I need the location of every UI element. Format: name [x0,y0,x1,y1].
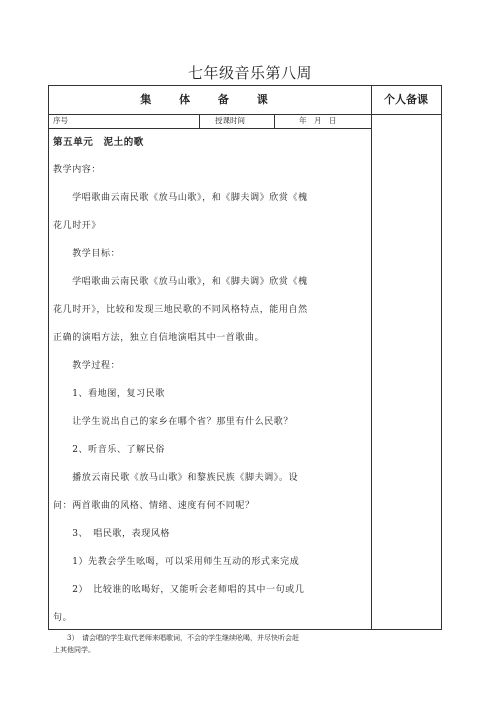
meta-row [49,114,371,129]
lesson-line: 3、 唱民歌，表现风格 [53,529,171,539]
table-header-row [49,86,441,115]
lesson-line: 句。 [53,613,73,623]
note-line: 3） 请会唱的学生取代老师来唱歌词，不会的学生继续吆喝，并尽快听会赶 [53,634,299,642]
lesson-line: 正确的演唱方法，独立自信地演唱其中一首歌曲。 [53,333,265,343]
lesson-line: 2） 比较谁的吆喝好，又能听会老师唱的其中一句或几 [53,585,305,595]
lesson-line: 教学过程： [53,361,121,371]
column-divider [371,86,372,629]
personal-prep-heading: 个人备课 [384,93,428,106]
collective-prep-heading: 集 体 备 课 [140,93,280,106]
lesson-line: 花几时开》 [53,221,102,231]
lesson-plan-table [48,85,442,654]
meta-divider [199,114,200,128]
lesson-line: 2、听音乐、了解民俗 [53,445,165,455]
lesson-line: 花几时开》，比较和发现三地民歌的不同风格特点，能用自然 [53,305,308,315]
lesson-line: 学唱歌曲云南民歌《放马山歌》，和《脚夫调》欣赏《槐 [53,193,308,203]
lesson-line: 让学生说出自己的家乡在哪个省？那里有什么民歌？ [53,417,294,427]
lesson-line: 1、看地图，复习民歌 [53,389,165,399]
lesson-line: 问：两首歌曲的风格、情绪、速度有何不同呢？ [53,501,255,511]
note-line: 上其他同学。 [53,646,95,654]
lesson-line: 学唱歌曲云南民歌《放马山歌》，和《脚夫调》欣赏《槐 [53,277,308,287]
lesson-line: 1）先教会学生吆喝，可以采用师生互动的形式来完成 [53,557,300,567]
lesson-line: 播放云南民歌《放马山歌》和黎族民族《脚夫调》。设 [53,473,299,483]
lesson-line: 教学目标： [53,249,121,259]
page-title: 七年级音乐第八周 [187,64,312,82]
date-label: 年 月 日 [299,116,337,125]
lesson-line: 教学内容： [53,165,102,175]
seq-label: 序号 [53,116,68,125]
unit-title: 第五单元 泥土的歌 [53,137,144,148]
teaching-time-label: 授课时间 [215,116,245,125]
meta-divider [274,114,275,128]
